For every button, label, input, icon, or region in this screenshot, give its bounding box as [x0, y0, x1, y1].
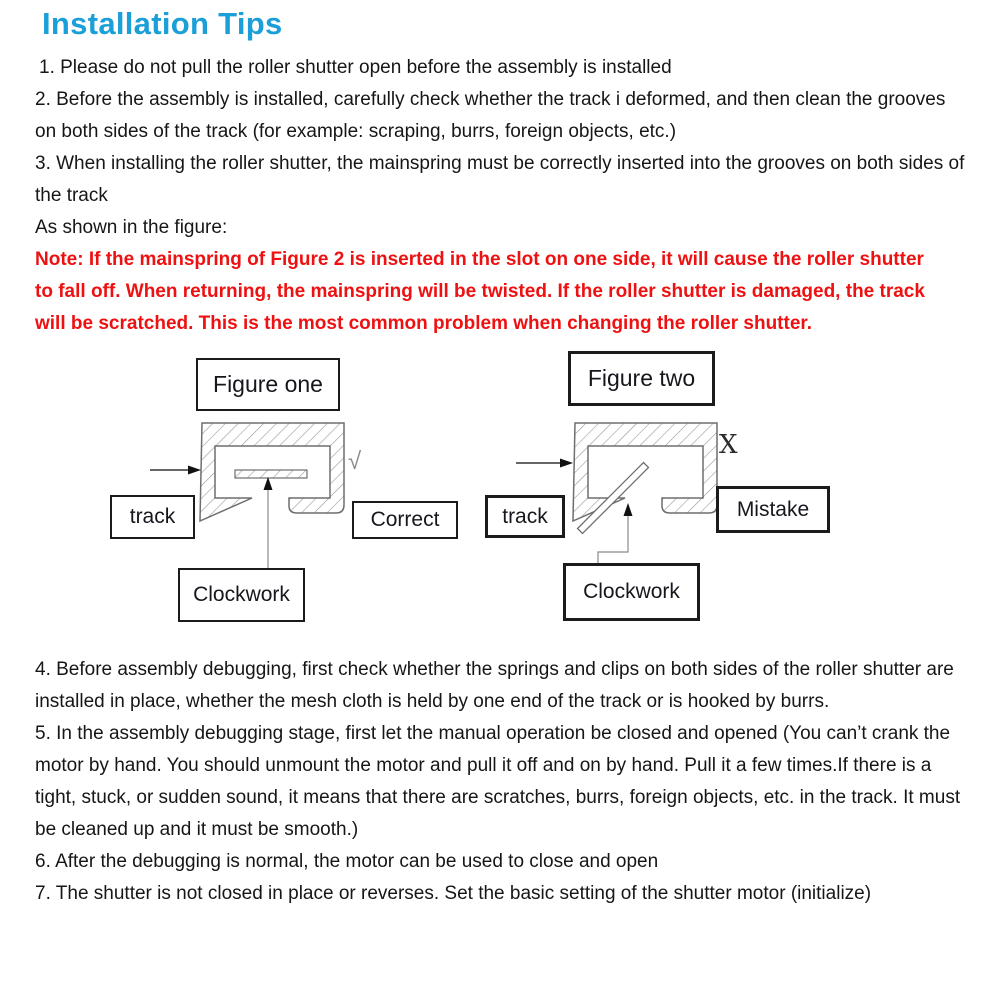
figure-two-result-label-box: [716, 486, 830, 533]
tip-4: 4. Before assembly debugging, first check whether the springs and clips on both sides of the roller shutter are installed in place, whether the mesh cloth is held by one end of the track or is hooked by burrs.: [35, 659, 954, 712]
mainspring-bar-horizontal: [235, 470, 307, 478]
mistake-label: Mistake: [736, 497, 810, 521]
figure-two-title: Figure two: [587, 365, 696, 391]
bottom-tips-block: [35, 654, 970, 910]
figure-one-panel: [105, 348, 465, 648]
diagram-area: [0, 348, 1000, 650]
figure-one-result-label-box: [352, 501, 458, 539]
track-pointer-arrow: [150, 466, 201, 475]
tip-1: 1. Please do not pull the roller shutter open before the assembly is installed: [39, 57, 672, 78]
correct-label: Correct: [370, 508, 440, 531]
clockwork-label: Clockwork: [583, 580, 680, 603]
clockwork-label: Clockwork: [193, 583, 290, 606]
x-mark-icon: X: [719, 430, 738, 460]
checkmark-icon: √: [348, 448, 362, 475]
tip-6: 6. After the debugging is normal, the motor can be used to close and open: [35, 851, 659, 872]
tip-3: 3. When installing the roller shutter, the mainspring must be correctly inserted into the grooves on both sides of the track: [35, 153, 965, 206]
page-title: Installation Tips: [42, 6, 283, 41]
figure-two-clockwork-label-box: [563, 563, 700, 621]
figure-one-title-box: [196, 358, 340, 411]
figure-two-track-label-box: [485, 495, 565, 538]
figure-one-track-label-box: [110, 495, 195, 539]
tip-2: 2. Before the assembly is installed, carefully check whether the track i deformed, and then clean the grooves on both sides of the track (for example: scraping, burrs, foreign objects, etc.): [35, 89, 946, 142]
as-shown-text: As shown in the figure:: [35, 217, 228, 238]
figure-one-clockwork-label-box: [178, 568, 305, 622]
track-label: track: [129, 505, 176, 528]
track-label: track: [502, 504, 548, 528]
clockwork-pointer-arrow: [264, 477, 273, 568]
warning-note: Note: If the mainspring of Figure 2 is inserted in the slot on one side, it will cause the roller shutter to fall off. When returning, the mainspring will be twisted. If the roller shutter is damaged, the track will be scratched. This is the most common problem when changing the roller shutter.: [35, 249, 925, 334]
tip-5: 5. In the assembly debugging stage, first let the manual operation be closed and opened (You can’t crank the motor by hand. You should unmount the motor and pull it off and on by hand. Pull it a few times.If there is a tight, stuck, or sudden sound, it means that there are scratches, burrs, foreign objects, etc. in the track. It must be cleaned up and it must be smooth.): [35, 723, 961, 840]
track-pointer-arrow: [516, 459, 573, 468]
figure-two-title-box: [568, 351, 715, 406]
tip-7: 7. The shutter is not closed in place or reverses. Set the basic setting of the shutter motor (initialize): [35, 883, 872, 904]
figure-two-panel: [478, 348, 838, 648]
figure-one-title: Figure one: [213, 371, 323, 397]
track-hatched-profile: [573, 423, 717, 521]
top-tips-block: [35, 52, 970, 244]
